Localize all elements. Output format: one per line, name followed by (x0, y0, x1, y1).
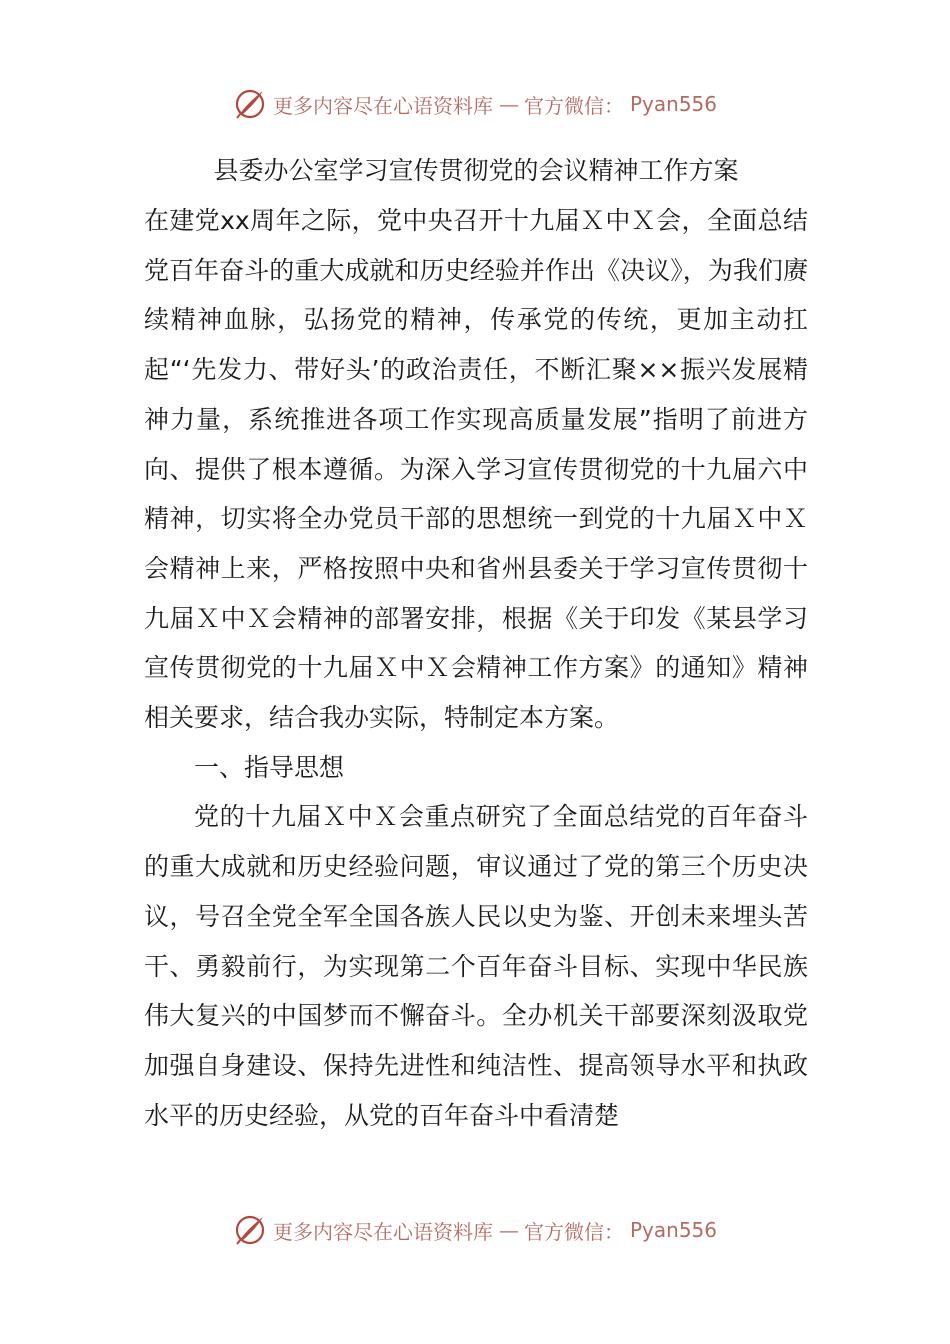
intro-paragraph: 在建党xx周年之际，党中央召开十九届Ｘ中Ｘ会，全面总结党百年奋斗的重大成就和历史经验并作出《决议》，为我们赓续精神血脉，弘扬党的精神，传承党的传统，更加主动扛起“‘先发力、带好头’的政治责任，不断汇聚××振兴发展精神力量，系统推进各项工作实现高质量发展”指明了前进方向、提供了根本遵循。为深入学习宣传贯彻党的十九届六中精神，切实将全办党员干部的思想统一到党的十九届Ｘ中Ｘ会精神上来，严格按照中央和省州县委关于学习宣传贯彻十九届Ｘ中Ｘ会精神的部署安排，根据《关于印发《某县学习宣传贯彻党的十九届Ｘ中Ｘ会精神工作方案》的通知》精神相关要求，结合我办实际，特制定本方案。 (144, 206, 808, 733)
section-body-guiding-ideology: 党的十九届Ｘ中Ｘ会重点研究了全面总结党的百年奋斗的重大成就和历史经验问题，审议通过了党的第三个历史决议，号召全党全军全国各族人民以史为鉴、开创未来埋头苦干、勇毅前行，为实现第二个百年奋斗目标、实现中华民族伟大复兴的中国梦而不懈奋斗。全办机关干部要深刻汲取党加强自身建设、保持先进性和纯洁性、提高领导水平和执政水平的历史经验，从党的百年奋斗中看清楚 (144, 802, 808, 1130)
banner-dash: — (498, 1218, 518, 1242)
document-body (144, 146, 808, 1140)
quill-pen-logo-icon (233, 1213, 267, 1247)
banner-wechat-label: 官方微信： (523, 93, 624, 118)
banner-wechat-id: Pyan556 (629, 92, 717, 116)
quill-pen-logo-icon (233, 87, 267, 121)
banner-site-text: 更多内容尽在心语资料库 (272, 1219, 493, 1244)
document-title: 县委办公室学习宣传贯彻党的会议精神工作方案 (213, 156, 739, 185)
banner-wechat-id: Pyan556 (629, 1218, 717, 1242)
footer-banner (0, 1210, 950, 1250)
banner-wechat-label: 官方微信： (523, 1219, 624, 1244)
section-heading-guiding-ideology: 一、指导思想 (194, 752, 345, 782)
banner-dash: — (498, 92, 518, 116)
banner-site-text: 更多内容尽在心语资料库 (272, 93, 493, 118)
header-banner (0, 84, 950, 124)
